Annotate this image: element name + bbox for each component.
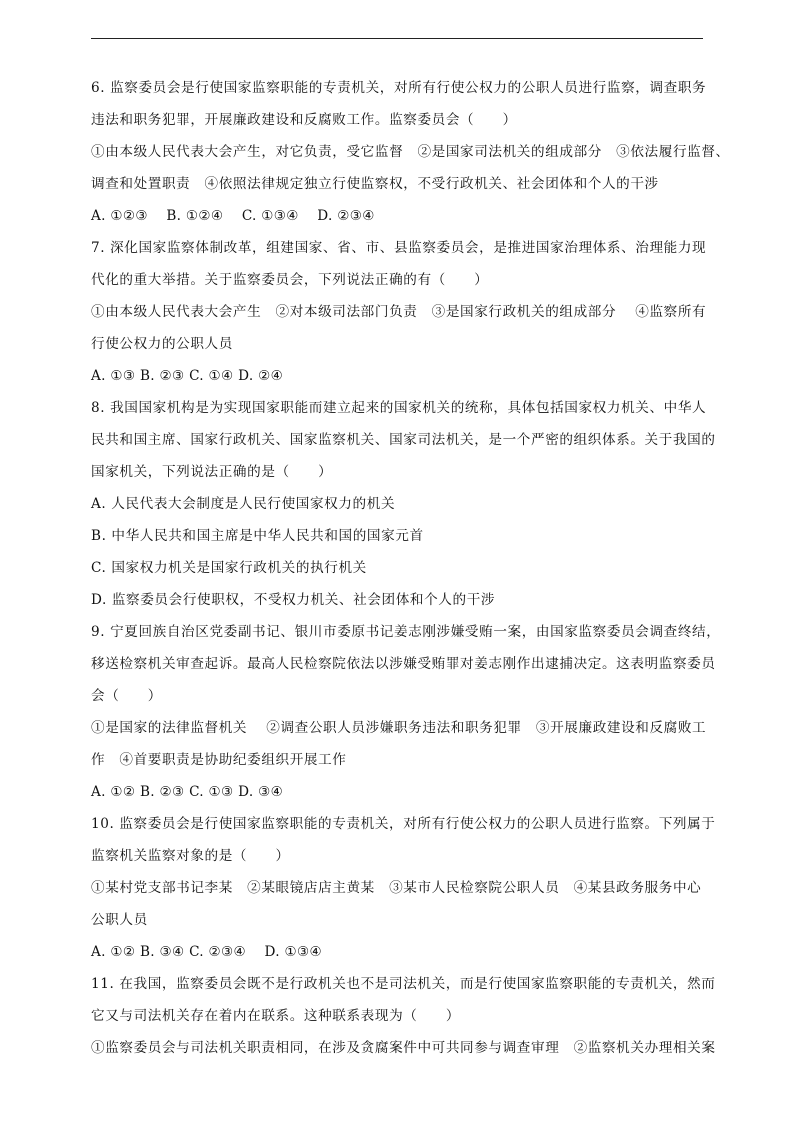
question-8-line-1: 8. 我国国家机构是为实现国家职能而建立起来的国家机关的统称，具体包括国家权力机关、中华人 xyxy=(91,400,707,416)
question-10-line-4: 公职人员 xyxy=(91,912,148,928)
question-6-options: A. ①②③ B. ①②④ C. ①③④ D. ②③④ xyxy=(91,208,375,224)
question-10-line-1: 10. 监察委员会是行使国家监察职能的专责机关，对所有行使公权力的公职人员进行监察。下列属于 xyxy=(91,816,716,832)
question-7-line-3: ①由本级人民代表大会产生 ②对本级司法部门负责 ③是国家行政机关的组成部分 ④监察所有 xyxy=(91,304,707,320)
question-7-line-1: 7. 深化国家监察体制改革，组建国家、省、市、县监察委员会，是推进国家治理体系、治理能力现 xyxy=(91,240,707,256)
question-8-option-b: B. 中华人民共和国主席是中华人民共和国的国家元首 xyxy=(91,528,424,544)
question-10-line-2: 监察机关监察对象的是（ ） xyxy=(91,848,290,864)
question-6-line-3: ①由本级人民代表大会产生，对它负责，受它监督 ②是国家司法机关的组成部分 ③依法履行监督、 xyxy=(91,144,730,160)
question-7-options: A. ①③ B. ②③ C. ①④ D. ②④ xyxy=(91,368,284,384)
question-9-line-1: 9. 宁夏回族自治区党委副书记、银川市委原书记姜志刚涉嫌受贿一案，由国家监察委员会调查终结， xyxy=(91,624,721,640)
question-11-line-2: 它又与司法机关存在着内在联系。这种联系表现为（ ） xyxy=(91,1008,461,1024)
question-7-line-2: 代化的重大举措。关于监察委员会，下列说法正确的有（ ） xyxy=(91,272,489,288)
question-8-option-d: D. 监察委员会行使职权，不受权力机关、社会团体和个人的干涉 xyxy=(91,592,496,608)
question-6-line-4: 调查和处置职责 ④依照法律规定独立行使监察权，不受行政机关、社会团体和个人的干涉 xyxy=(91,176,659,192)
question-9-line-5: 作 ④首要职责是协助纪委组织开展工作 xyxy=(91,752,347,768)
question-9-line-2: 移送检察机关审查起诉。最高人民检察院依法以涉嫌受贿罪对姜志刚作出逮捕决定。这表明监察委员 xyxy=(91,656,716,672)
question-9-line-4: ①是国家的法律监督机关 ②调查公职人员涉嫌职务违法和职务犯罪 ③开展廉政建设和反腐败工 xyxy=(91,720,707,736)
question-8-option-a: A. 人民代表大会制度是人民行使国家权力的机关 xyxy=(91,496,396,512)
question-9-line-3: 会（ ） xyxy=(91,688,162,704)
question-8-option-c: C. 国家权力机关是国家行政机关的执行机关 xyxy=(91,560,367,576)
question-6-line-1: 6. 监察委员会是行使国家监察职能的专责机关，对所有行使公权力的公职人员进行监察，调查职务 xyxy=(91,80,707,96)
question-list xyxy=(91,78,730,1070)
question-8-line-3: 国家机关，下列说法正确的是（ ） xyxy=(91,464,333,480)
question-9-options: A. ①② B. ②③ C. ①③ D. ③④ xyxy=(91,784,284,800)
question-7-line-4: 行使公权力的公职人员 xyxy=(91,336,233,352)
question-11-line-3: ①监察委员会与司法机关职责相同，在涉及贪腐案件中可共同参与调查审理 ②监察机关办理相关案 xyxy=(91,1040,716,1056)
question-10-line-3: ①某村党支部书记李某 ②某眼镜店店主黄某 ③某市人民检察院公职人员 ④某县政务服务中心 xyxy=(91,880,702,896)
question-10-options: A. ①② B. ③④ C. ②③④ D. ①③④ xyxy=(91,944,322,960)
question-8-line-2: 民共和国主席、国家行政机关、国家监察机关、国家司法机关，是一个严密的组织体系。关于我国的 xyxy=(91,432,716,448)
question-6-line-2: 违法和职务犯罪，开展廉政建设和反腐败工作。监察委员会（ ） xyxy=(91,112,517,128)
header-rule xyxy=(91,38,703,39)
question-11-line-1: 11. 在我国，监察委员会既不是行政机关也不是司法机关，而是行使国家监察职能的专责机关，然而 xyxy=(91,976,716,992)
